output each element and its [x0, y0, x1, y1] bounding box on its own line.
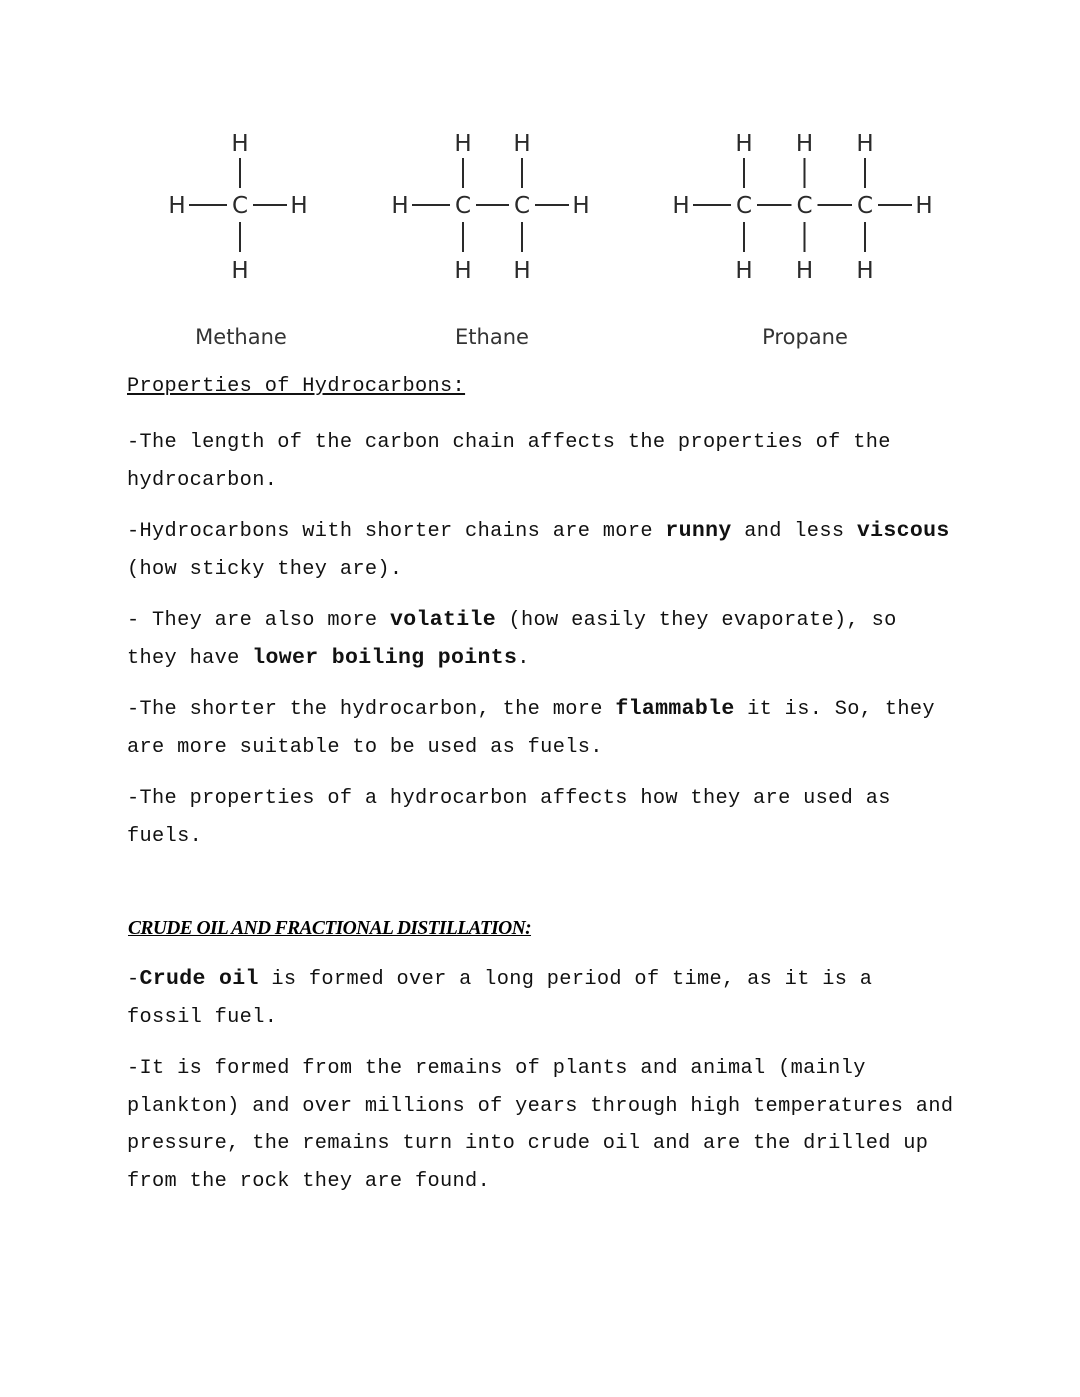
paragraph	[127, 691, 957, 766]
text-segment: .	[517, 646, 530, 670]
carbon-atom: C	[513, 193, 531, 219]
text-segment: -The length of the carbon chain affects the properties of the hydrocarbon.	[127, 431, 891, 492]
hydrogen-atom: H	[513, 131, 531, 157]
paragraph	[127, 602, 957, 677]
properties-heading: Properties of Hydrocarbons:	[127, 375, 466, 398]
hydrogen-atom: H	[454, 131, 472, 157]
bold-term: lower boiling points	[252, 645, 518, 670]
hydrogen-atom: H	[391, 193, 409, 219]
text-segment: -The shorter the hydrocarbon, the more	[127, 698, 616, 721]
hydrogen-atom: H	[735, 258, 753, 284]
text-segment: -The properties of a hydrocarbon affects how they are used as fuels.	[127, 787, 891, 848]
hydrogen-atom: H	[513, 258, 531, 284]
carbon-atom: C	[856, 193, 874, 219]
hydrogen-atom: H	[231, 131, 249, 157]
hydrogen-atom: H	[856, 131, 874, 157]
hydrogen-atom: H	[672, 193, 690, 219]
bold-term: Crude oil	[139, 967, 259, 991]
text-segment: (how easily they evaporate), so they have	[127, 609, 897, 670]
carbon-atom: C	[796, 193, 813, 219]
hydrogen-atom: H	[572, 193, 590, 219]
ethane-label: Ethane	[455, 325, 529, 349]
text-segment: -Hydrocarbons with shorter chains are more	[127, 520, 666, 543]
crude-oil-body	[127, 961, 957, 1214]
hydrogen-atom: H	[168, 193, 186, 219]
hydrogen-atom: H	[735, 131, 753, 157]
methane-label: Methane	[195, 325, 287, 349]
paragraph	[127, 780, 957, 855]
hydrogen-atom: H	[856, 258, 874, 284]
text-segment: - They are also more	[127, 609, 390, 632]
hydrogen-atom: H	[454, 258, 472, 284]
hydrogen-atom: H	[290, 193, 308, 219]
hydrogen-atom: H	[231, 258, 249, 284]
hydrogen-atom: H	[795, 258, 814, 284]
text-segment: -It is formed from the remains of plants and animal (mainly plankton) and over millions of years through high temperatures and pressure, the remains turn into crude oil and are the drilled up from the rock they are found.	[127, 1057, 954, 1193]
hydrocarbon-structures-diagram	[0, 0, 1080, 320]
bold-term: viscous	[856, 519, 950, 543]
carbon-atom: C	[231, 193, 249, 219]
text-segment: and less	[731, 520, 857, 543]
hydrogen-atom: H	[795, 131, 814, 157]
text-segment: it is. So, they are more suitable to be used as fuels.	[127, 698, 935, 759]
hydrogen-atom: H	[915, 193, 933, 219]
bold-term: flammable	[615, 697, 735, 721]
crude-oil-heading: CRUDE OIL AND FRACTIONAL DISTILLATION:	[128, 918, 532, 939]
paragraph	[127, 424, 957, 499]
paragraph	[127, 513, 957, 588]
text-segment: is formed over a long period of time, as it is a fossil fuel.	[127, 968, 873, 1029]
propane-label: Propane	[762, 325, 848, 349]
bold-term: volatile	[389, 608, 496, 632]
text-segment: -	[127, 968, 140, 991]
bold-term: runny	[665, 519, 732, 543]
paragraph	[127, 961, 957, 1036]
carbon-atom: C	[735, 193, 753, 219]
properties-body	[127, 424, 957, 869]
paragraph	[127, 1050, 957, 1200]
text-segment: (how sticky they are).	[127, 557, 403, 581]
carbon-atom: C	[454, 193, 472, 219]
